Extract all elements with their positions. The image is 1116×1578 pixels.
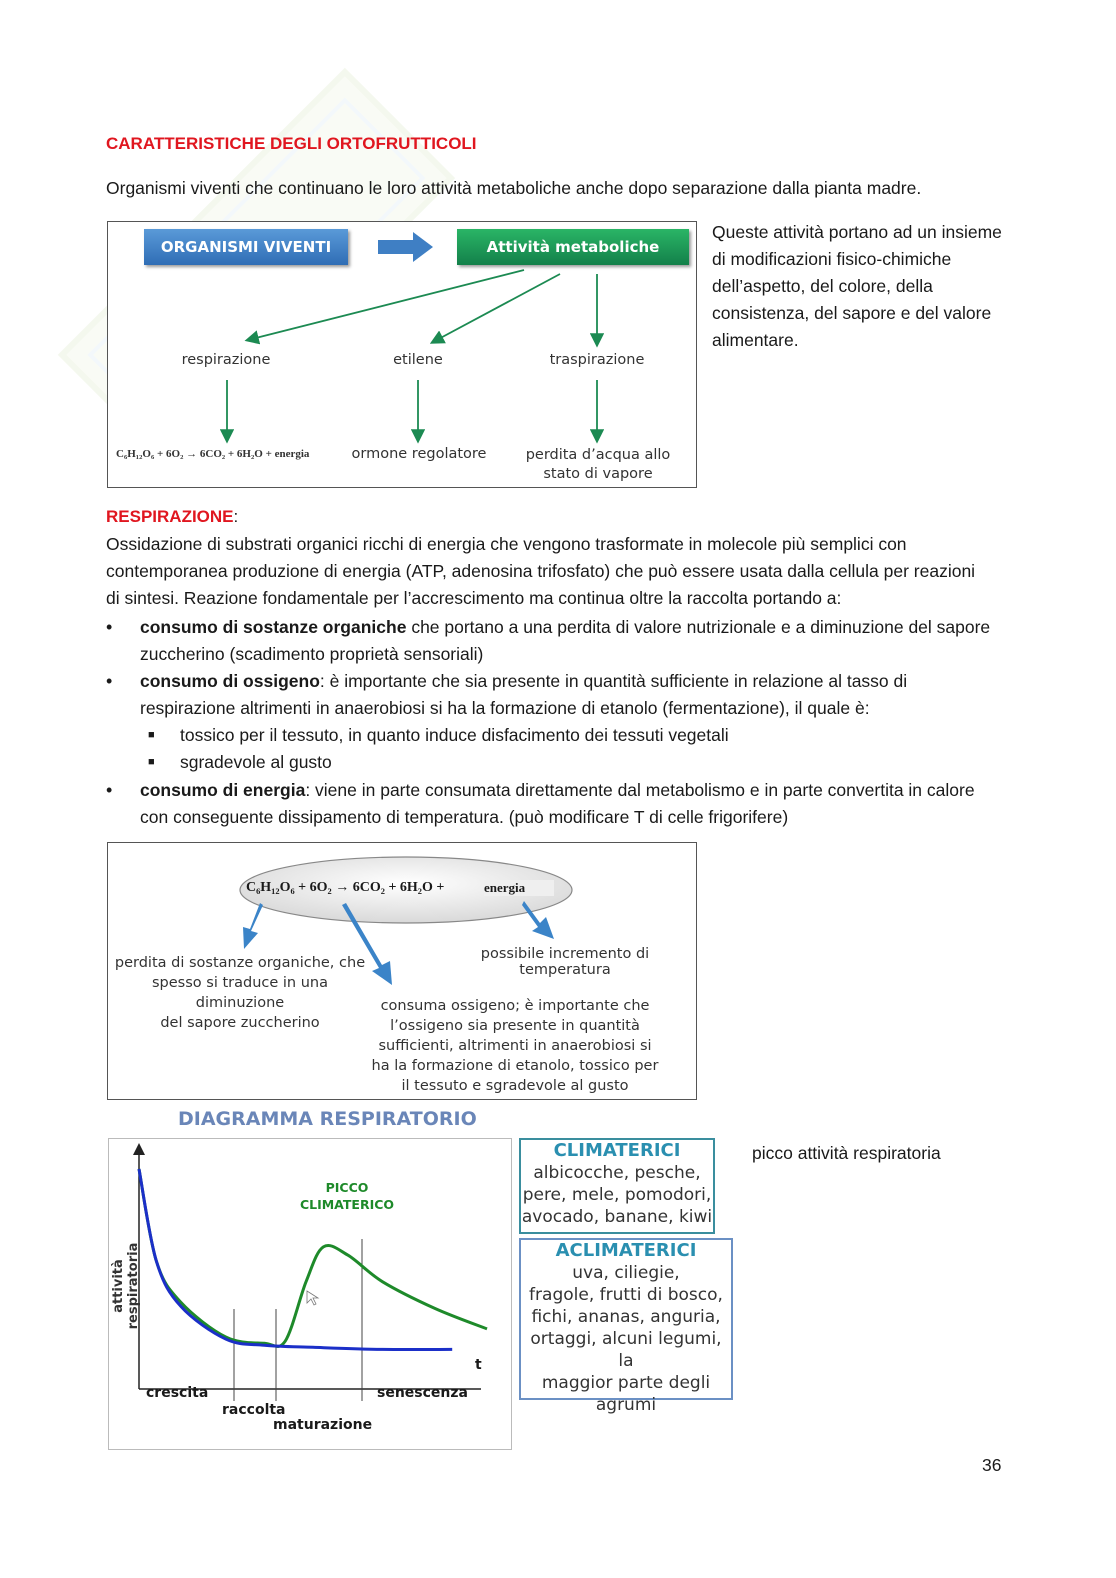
left-effect-text (108, 953, 372, 1033)
side-text-modificazioni: Queste attività portano ad un insieme di modificazioni fisico-chimiche dell’aspetto, del colore, della consistenza, del sapore e del valore alimentare. (712, 222, 1002, 350)
bullet-rest: che portano a una perdita di valore nutrizionale e a diminuzione del sapore zuccherino (scadimento proprietà sensoriali) (140, 617, 991, 664)
bullet-dot-icon: • (106, 671, 113, 691)
center-text-line: sufficienti, altrimenti in anaerobiosi si (378, 1038, 652, 1054)
bullet-bold: consumo di ossigeno (140, 671, 320, 691)
bullet-bold: consumo di sostanze organiche (140, 617, 407, 637)
diagram-title: DIAGRAMMA RESPIRATORIO (178, 1108, 477, 1130)
climaterici-box (519, 1138, 715, 1234)
arrow-left-icon (243, 903, 263, 949)
formula-respirazione: C₆H₁₂O₆ + 6O₂ → 6CO₂ + 6H₂O + energia (116, 448, 310, 460)
x-axis-label: t (475, 1357, 482, 1373)
peak-label-line2: CLIMATERICO (299, 1197, 395, 1212)
left-text-line: spesso si traduce in una diminuzione (152, 975, 328, 1011)
box-organismi-viventi: ORGANISMI VIVENTI (144, 229, 348, 265)
aclimaterici-line: fichi, ananas, anguria, (531, 1307, 721, 1327)
respirazione-title-text: RESPIRAZIONE (106, 507, 234, 526)
subbullet-text: sgradevole al gusto (180, 752, 332, 772)
climaterici-line: avocado, banane, kiwi (521, 1207, 713, 1227)
page-number: 36 (982, 1455, 1002, 1475)
label-etilene: etilene (393, 352, 443, 368)
bullet-rest: : viene in parte consumata direttamente dal metabolismo e in parte convertita in calore con conseguente dissipamento di temperatura. (può modificare T di celle frigorifere) (140, 780, 975, 827)
section-title-caratteristiche: CARATTERISTICHE DEGLI ORTOFRUTTICOLI (106, 134, 477, 153)
section-title-respirazione (106, 507, 238, 527)
aclimaterici-line: uva, ciliegie, (572, 1263, 680, 1283)
main-arrow-icon (378, 232, 433, 262)
center-effect-text (370, 996, 660, 1096)
intro-paragraph: Organismi viventi che continuano le loro attività metaboliche anche dopo separazione dalla pianta madre. (106, 178, 922, 198)
climaterici-line: pere, mele, pomodori, (522, 1185, 712, 1205)
equation-main: C₆H₁₂O₆ + 6O₂ → 6CO₂ + 6H₂O + (246, 880, 445, 895)
bullet-bold: consumo di energia (140, 780, 306, 800)
bullet-dot-icon: • (106, 780, 113, 800)
left-text-line: del sapore zuccherino (160, 1015, 320, 1031)
climaterici-line: albicocche, pesche, (533, 1163, 701, 1183)
center-text-line: consuma ossigeno; è importante che (380, 998, 650, 1014)
label-traspirazione: traspirazione (549, 352, 645, 368)
aclimaterici-line: ortaggi, alcuni legumi, la (530, 1329, 722, 1371)
right-effect-text: possibile incremento di temperatura (480, 946, 650, 978)
respiration-reaction-figure (107, 842, 697, 1100)
y-axis-label: attività respiratoria (111, 1242, 141, 1330)
respirazione-title-colon: : (233, 507, 239, 526)
bullet-rest: : è importante che sia presente in quantità sufficiente in relazione al tasso di respirazione altrimenti in anaerobiosi si ha la formazione di etanolo (fermentazione), il quale è: (140, 671, 908, 718)
equation-energy: energia (484, 880, 554, 896)
respiratory-diagram (108, 1138, 512, 1450)
climaterici-title: CLIMATERICI (553, 1140, 681, 1161)
phase-raccolta: raccolta (222, 1402, 286, 1418)
phase-crescita: crescita (146, 1385, 209, 1401)
metabolic-activity-figure (107, 221, 697, 488)
aclimaterici-line: fragole, frutti di bosco, (529, 1285, 723, 1305)
aclimaterici-line: agrumi (595, 1395, 657, 1415)
left-text-line: perdita di sostanze organiche, che (114, 955, 366, 971)
phase-senescenza: senescenza (377, 1385, 468, 1401)
bullet-dot-icon: • (106, 617, 113, 637)
label-ormone-regolatore: ormone regolatore (351, 446, 487, 462)
peak-label-line1: PICCO (325, 1180, 369, 1195)
cursor-icon (307, 1291, 318, 1305)
aclimaterici-box (519, 1238, 733, 1415)
aclimaterici-title: ACLIMATERICI (555, 1240, 697, 1261)
label-perdita-acqua (513, 446, 683, 484)
perdita-acqua-line2: stato di vapore (543, 466, 653, 482)
square-bullet-icon: ■ (148, 729, 155, 741)
peak-label (287, 1179, 407, 1213)
aclimaterici-line: maggior parte degli (541, 1373, 711, 1393)
center-text-line: il tessuto e sgradevole al gusto (401, 1078, 629, 1094)
box-attivita-metaboliche: Attività metaboliche (457, 229, 689, 265)
side-text-picco: picco attività respiratoria (752, 1143, 941, 1163)
subbullet-text: tossico per il tessuto, in quanto induce disfacimento dei tessuti vegetali (180, 725, 729, 745)
respirazione-paragraph: Ossidazione di substrati organici ricchi di energia che vengono trasformate in molecole più semplici con contemporanea produzione di energia (ATP, adenosina trifosfato) che può essere usata dalla cellula per reazioni di sintesi. Reazione fondamentale per l’accrescimento ma continua oltre la raccolta portando a: (106, 534, 976, 608)
phase-maturazione: maturazione (273, 1417, 373, 1433)
label-respirazione: respirazione (181, 352, 271, 368)
square-bullet-icon: ■ (148, 756, 155, 768)
center-text-line: l’ossigeno sia presente in quantità (390, 1018, 640, 1034)
perdita-acqua-line1: perdita d’acqua allo (525, 447, 671, 463)
center-text-line: ha la formazione di etanolo, tossico per (371, 1058, 659, 1074)
